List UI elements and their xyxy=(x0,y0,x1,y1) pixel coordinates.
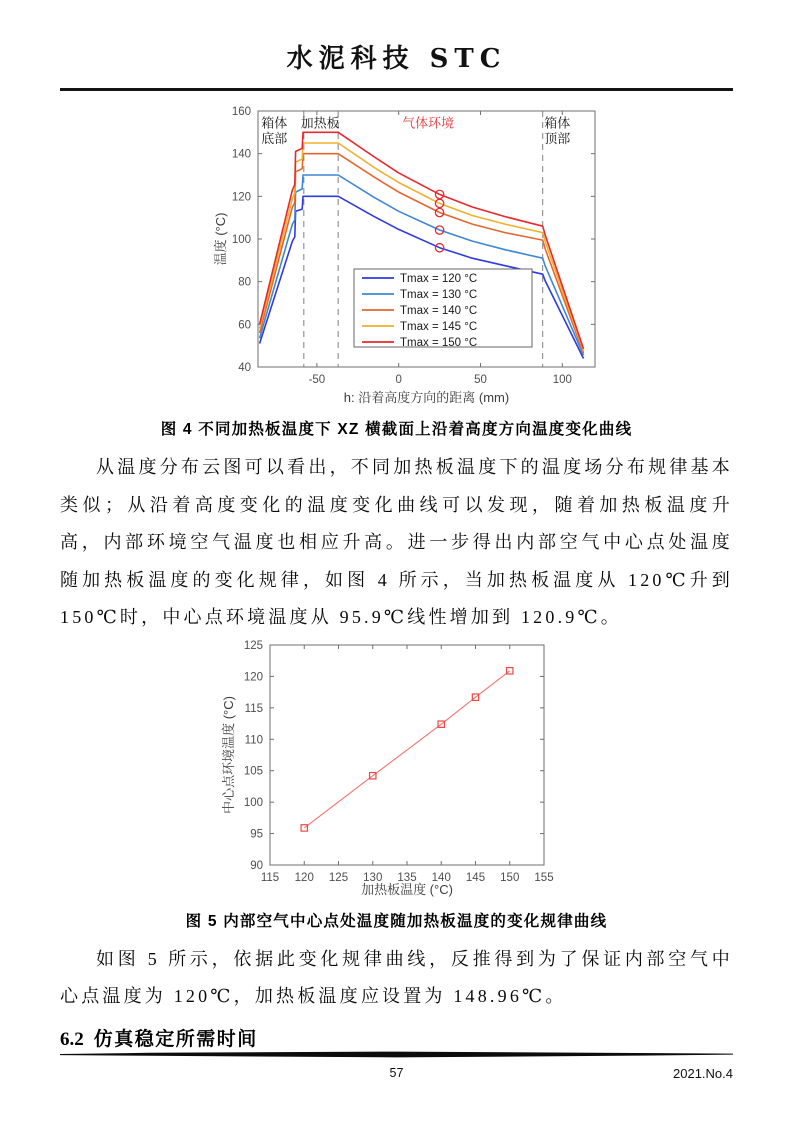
x-tick-label: 100 xyxy=(552,374,572,386)
legend-entry: Tmax = 130 °C xyxy=(400,289,478,301)
chart-annotation: 箱体顶部 xyxy=(544,116,571,147)
page-footer xyxy=(60,1046,733,1084)
y-tick-label: 100 xyxy=(231,234,251,246)
y-tick-label: 110 xyxy=(244,733,263,746)
y-tick-label: 120 xyxy=(243,670,263,683)
paragraph-1: 从温度分布云图可以看出，不同加热板温度下的温度场分布规律基本类似；从沿着高度变化的温度变化曲线可以发现，随着加热板温度升高，内部环境空气温度也相应升高。进一步得出内部空气中心点处温度随加热板温度的变化规律，如图 4 所示，当加热板温度从 120℃升到 150℃时，中心点环境温度从 95.9℃线性增加到 120.9℃。 xyxy=(60,457,733,627)
figure-5-line-chart xyxy=(220,637,556,901)
legend-entry: Tmax = 120 °C xyxy=(400,273,478,285)
axes-box xyxy=(270,645,544,865)
figure-5 xyxy=(60,637,733,931)
chart-annotation: 气体环境 xyxy=(402,116,455,132)
x-tick-label: 130 xyxy=(363,871,383,884)
header-rule xyxy=(60,88,733,91)
x-tick-label: 0 xyxy=(395,374,402,386)
y-tick-label: 125 xyxy=(243,639,263,652)
y-tick-label: 80 xyxy=(238,276,251,289)
y-axis-label: 温度 (°C) xyxy=(213,212,228,266)
paragraph-2: 如图 5 所示，依据此变化规律曲线，反推得到为了保证内部空气中心点温度为 120℃，加热板温度应设置为 148.96℃。 xyxy=(60,948,733,1006)
figure-4-line-chart xyxy=(212,99,607,409)
x-tick-label: 145 xyxy=(465,871,486,884)
x-tick-label: 125 xyxy=(328,871,349,884)
figure-4 xyxy=(60,99,733,439)
section-title: 仿真稳定所需时间 xyxy=(93,1028,258,1050)
issue-label: 2021.No.4 xyxy=(673,1066,733,1081)
figure-4-caption: 图 4 不同加热板温度下 XZ 横截面上沿着高度方向温度变化曲线 xyxy=(160,421,633,438)
x-tick-label: 140 xyxy=(431,871,451,884)
x-tick-label: 115 xyxy=(260,871,280,884)
y-tick-label: 120 xyxy=(231,191,251,204)
x-tick-label: -50 xyxy=(308,374,326,386)
y-tick-label: 90 xyxy=(250,859,263,872)
y-tick-label: 160 xyxy=(231,106,251,118)
x-axis-label: 加热板温度 (°C) xyxy=(361,881,453,897)
x-tick-label: 50 xyxy=(474,374,487,386)
x-tick-label: 135 xyxy=(397,871,417,884)
x-axis-label: h: 沿着高度方向的距离 (mm) xyxy=(343,390,510,405)
chart-annotation: 加热板 xyxy=(300,116,340,132)
y-tick-label: 60 xyxy=(238,319,251,332)
y-tick-label: 105 xyxy=(243,765,263,778)
figure-5-chart-wrap xyxy=(220,637,733,906)
y-axis-label: 中心点环境温度 (°C) xyxy=(221,695,236,814)
footer-texts xyxy=(60,1066,733,1084)
journal-title: 水泥科技 STC xyxy=(286,44,507,74)
y-tick-label: 115 xyxy=(244,702,263,715)
x-tick-label: 120 xyxy=(294,871,314,884)
y-tick-label: 140 xyxy=(231,148,251,161)
page-number: 57 xyxy=(389,1066,404,1080)
figure-5-caption: 图 5 内部空气中心点处温度随加热板温度的变化规律曲线 xyxy=(185,912,608,930)
legend-entry: Tmax = 140 °C xyxy=(400,305,478,317)
figure-4-chart-wrap xyxy=(212,99,733,414)
chart-annotation: 箱体底部 xyxy=(261,116,288,147)
legend-entry: Tmax = 150 °C xyxy=(400,337,478,349)
y-tick-label: 100 xyxy=(243,796,263,809)
y-tick-label: 40 xyxy=(238,362,251,374)
legend-entry: Tmax = 145 °C xyxy=(400,321,478,333)
footer-rule xyxy=(60,1051,733,1059)
y-tick-label: 95 xyxy=(250,828,263,841)
x-tick-label: 150 xyxy=(500,871,520,884)
section-number: 6.2 xyxy=(60,1028,84,1050)
x-tick-label: 155 xyxy=(534,871,554,884)
